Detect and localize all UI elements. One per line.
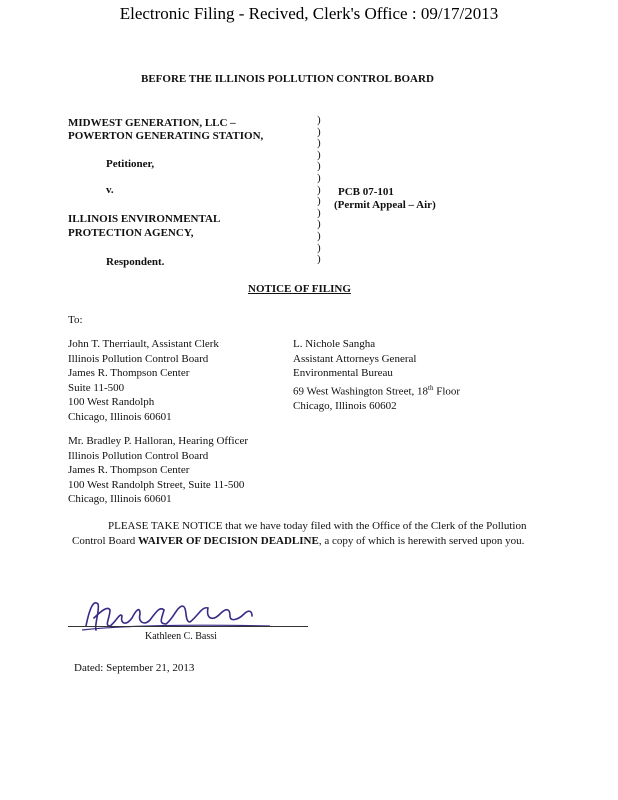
signer-name: Kathleen C. Bassi: [145, 631, 217, 642]
versus-label: v.: [106, 184, 114, 196]
notice-body-paragraph: PLEASE TAKE NOTICE that we have today filed with the Office of the Clerk of the Pollution Control Board WAIVER OF DECISION DEADLINE, a copy of which is herewith served upon you.: [72, 520, 527, 547]
address-line: James R. Thompson Center: [68, 367, 190, 379]
address-line: 100 West Randolph: [68, 396, 155, 408]
address-line: Illinois Pollution Control Board: [68, 352, 209, 365]
board-title: BEFORE THE ILLINOIS POLLUTION CONTROL BOARD: [141, 73, 434, 85]
address-line: Chicago, Illinois 60602: [293, 399, 397, 412]
case-number: PCB 07-101: [338, 186, 394, 198]
address-line: Environmental Bureau: [293, 367, 393, 379]
notice-title: NOTICE OF FILING: [248, 283, 351, 295]
caption-paren: ): [317, 183, 321, 196]
caption-parenthesis-column: [317, 115, 321, 266]
address-line: Suite 11-500: [68, 381, 125, 394]
case-type: (Permit Appeal – Air): [334, 199, 436, 211]
caption-paren: ): [317, 206, 321, 219]
respondent-role: Respondent.: [106, 256, 165, 268]
recipient-hearing-officer-address: [68, 434, 248, 507]
caption-paren: ): [317, 229, 321, 242]
caption-paren: ): [317, 148, 321, 161]
respondent-name-line-2: PROTECTION AGENCY,: [68, 227, 194, 239]
caption-paren: ): [317, 195, 321, 208]
address-line: L. Nichole Sangha: [293, 338, 376, 350]
caption-paren: ): [317, 253, 321, 266]
address-line: James R. Thompson Center: [68, 464, 190, 476]
address-line: 69 West Washington Street, 18th Floor: [293, 383, 461, 398]
address-line: John T. Therriault, Assistant Clerk: [68, 338, 219, 350]
filing-stamp: Electronic Filing - Recived, Clerk's Office : 09/17/2013: [119, 4, 499, 23]
respondent-name-line-1: ILLINOIS ENVIRONMENTAL: [68, 213, 221, 225]
caption-paren: ): [317, 125, 321, 138]
recipient-clerk-address: [68, 337, 219, 424]
address-line: Assistant Attorneys General: [293, 352, 417, 365]
caption-paren: ): [317, 137, 321, 150]
petitioner-role: Petitioner,: [106, 158, 155, 170]
address-line: 100 West Randolph Street, Suite 11-500: [68, 478, 245, 491]
dated-line: Dated: September 21, 2013: [74, 662, 195, 674]
caption-paren: ): [317, 160, 321, 173]
caption-paren: ): [317, 114, 321, 126]
recipient-attorney-address: [293, 337, 460, 413]
caption-paren: ): [317, 241, 321, 254]
caption-paren: ): [317, 171, 321, 184]
petitioner-name-line-1: MIDWEST GENERATION, LLC –: [68, 117, 236, 129]
address-line: Mr. Bradley P. Halloran, Hearing Officer: [68, 435, 249, 447]
to-label: To:: [68, 314, 83, 326]
address-line: Chicago, Illinois 60601: [68, 410, 172, 423]
filed-document-title: WAIVER OF DECISION DEADLINE: [138, 534, 319, 547]
caption-paren: ): [317, 218, 321, 231]
address-line: Illinois Pollution Control Board: [68, 449, 209, 462]
petitioner-name-line-2: POWERTON GENERATING STATION,: [68, 130, 264, 142]
signature-line: [68, 626, 308, 627]
address-line: Chicago, Illinois 60601: [68, 493, 172, 505]
